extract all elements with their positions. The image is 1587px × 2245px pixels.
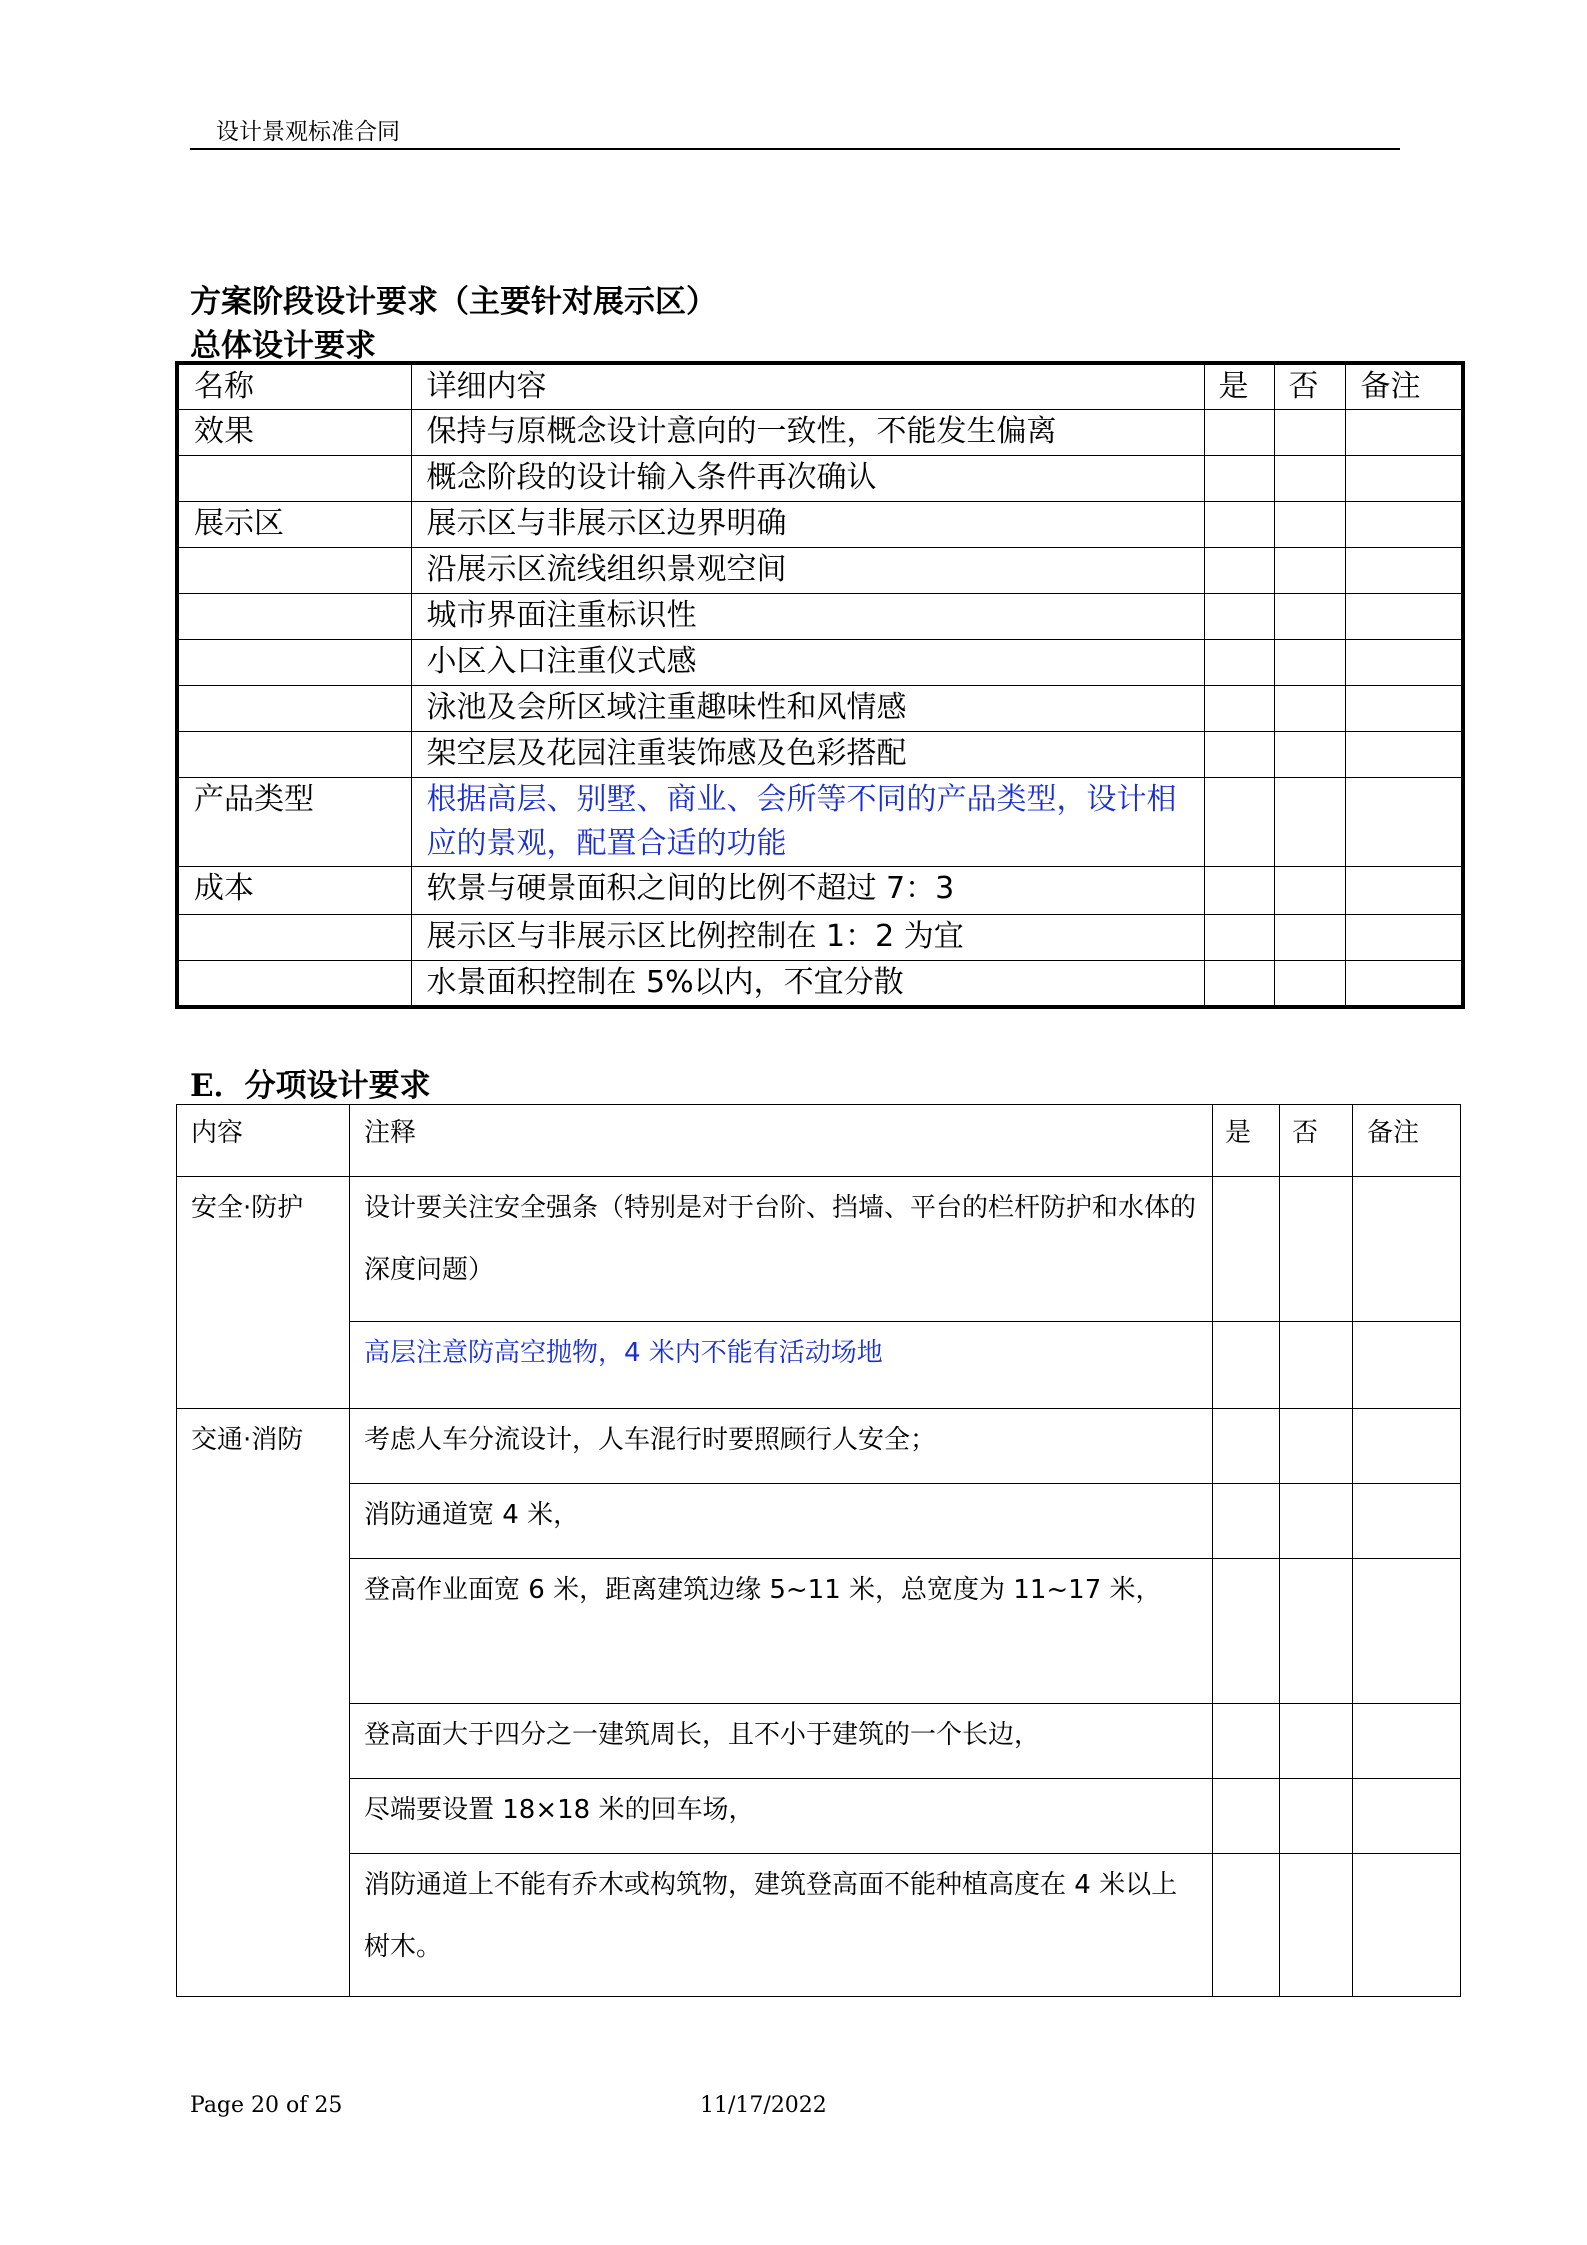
yes-cell[interactable] xyxy=(1213,1704,1280,1779)
remark-cell[interactable] xyxy=(1353,1779,1461,1854)
row-note: 尽端要设置 18×18 米的回车场， xyxy=(350,1779,1213,1854)
group-name: 交通·消防 xyxy=(177,1409,350,1997)
remark-cell[interactable] xyxy=(1345,961,1463,1008)
table-row xyxy=(177,1559,1461,1704)
remark-cell[interactable] xyxy=(1353,1559,1461,1704)
yes-cell[interactable] xyxy=(1213,1409,1280,1484)
table-row xyxy=(177,1779,1461,1854)
table-row xyxy=(177,961,1463,1008)
header-divider xyxy=(190,148,1400,150)
section1-heading: 方案阶段设计要求（主要针对展示区） xyxy=(190,284,717,320)
overall-requirements-table xyxy=(175,361,1465,1009)
no-cell[interactable] xyxy=(1274,548,1345,594)
no-cell[interactable] xyxy=(1280,1559,1353,1704)
remark-cell[interactable] xyxy=(1353,1322,1461,1409)
row-name xyxy=(177,686,411,732)
no-cell[interactable] xyxy=(1274,778,1345,867)
yes-cell[interactable] xyxy=(1204,686,1274,732)
row-content: 展示区与非展示区边界明确 xyxy=(411,502,1204,548)
yes-cell[interactable] xyxy=(1204,915,1274,961)
remark-cell[interactable] xyxy=(1345,640,1463,686)
no-cell[interactable] xyxy=(1280,1409,1353,1484)
row-note: 考虑人车分流设计，人车混行时要照顾行人安全； xyxy=(350,1409,1213,1484)
column-header-detail: 详细内容 xyxy=(411,363,1204,410)
row-name xyxy=(177,915,411,961)
no-cell[interactable] xyxy=(1274,867,1345,915)
row-name xyxy=(177,640,411,686)
no-cell[interactable] xyxy=(1280,1484,1353,1559)
no-cell[interactable] xyxy=(1280,1854,1353,1997)
footer-page-number: Page 20 of 25 xyxy=(190,2093,343,2118)
no-cell[interactable] xyxy=(1274,594,1345,640)
remark-cell[interactable] xyxy=(1353,1854,1461,1997)
row-name xyxy=(177,456,411,502)
table-header-row xyxy=(177,363,1463,410)
footer-date: 11/17/2022 xyxy=(700,2093,827,2118)
row-name xyxy=(177,548,411,594)
yes-cell[interactable] xyxy=(1213,1177,1280,1322)
column-header-yes: 是 xyxy=(1204,363,1274,410)
table-row xyxy=(177,867,1463,915)
row-note: 登高面大于四分之一建筑周长，且不小于建筑的一个长边， xyxy=(350,1704,1213,1779)
no-cell[interactable] xyxy=(1274,732,1345,778)
row-name: 成本 xyxy=(177,867,411,915)
column-header-content: 内容 xyxy=(177,1105,350,1177)
row-name xyxy=(177,732,411,778)
remark-cell[interactable] xyxy=(1345,502,1463,548)
remark-cell[interactable] xyxy=(1345,594,1463,640)
yes-cell[interactable] xyxy=(1213,1779,1280,1854)
column-header-name: 名称 xyxy=(177,363,411,410)
yes-cell[interactable] xyxy=(1204,456,1274,502)
remark-cell[interactable] xyxy=(1353,1484,1461,1559)
no-cell[interactable] xyxy=(1280,1322,1353,1409)
table-row xyxy=(177,778,1463,867)
column-header-remark: 备注 xyxy=(1345,363,1463,410)
row-content: 软景与硬景面积之间的比例不超过 7：3 xyxy=(411,867,1204,915)
row-name xyxy=(177,961,411,1008)
row-name: 效果 xyxy=(177,410,411,456)
section2-heading: E．分项设计要求 xyxy=(190,1068,431,1104)
row-content: 城市界面注重标识性 xyxy=(411,594,1204,640)
row-note: 设计要关注安全强条（特别是对于台阶、挡墙、平台的栏杆防护和水体的深度问题） xyxy=(350,1177,1213,1322)
no-cell[interactable] xyxy=(1280,1704,1353,1779)
remark-cell[interactable] xyxy=(1345,867,1463,915)
column-header-remark: 备注 xyxy=(1353,1105,1461,1177)
yes-cell[interactable] xyxy=(1204,410,1274,456)
column-header-note: 注释 xyxy=(350,1105,1213,1177)
remark-cell[interactable] xyxy=(1353,1704,1461,1779)
no-cell[interactable] xyxy=(1280,1779,1353,1854)
yes-cell[interactable] xyxy=(1204,594,1274,640)
yes-cell[interactable] xyxy=(1213,1559,1280,1704)
yes-cell[interactable] xyxy=(1204,502,1274,548)
table-row xyxy=(177,1177,1461,1322)
row-note: 高层注意防高空抛物，4 米内不能有活动场地 xyxy=(350,1322,1213,1409)
table-row xyxy=(177,732,1463,778)
row-name: 展示区 xyxy=(177,502,411,548)
table-row xyxy=(177,1704,1461,1779)
no-cell[interactable] xyxy=(1274,410,1345,456)
no-cell[interactable] xyxy=(1274,502,1345,548)
no-cell[interactable] xyxy=(1274,961,1345,1008)
yes-cell[interactable] xyxy=(1204,867,1274,915)
yes-cell[interactable] xyxy=(1213,1484,1280,1559)
remark-cell[interactable] xyxy=(1353,1177,1461,1322)
no-cell[interactable] xyxy=(1274,915,1345,961)
yes-cell[interactable] xyxy=(1204,640,1274,686)
table-row xyxy=(177,915,1463,961)
row-content: 泳池及会所区域注重趣味性和风情感 xyxy=(411,686,1204,732)
row-name: 产品类型 xyxy=(177,778,411,867)
table-row xyxy=(177,502,1463,548)
table-row xyxy=(177,1854,1461,1997)
remark-cell[interactable] xyxy=(1345,686,1463,732)
yes-cell[interactable] xyxy=(1213,1854,1280,1997)
document-header-title: 设计景观标准合同 xyxy=(216,119,400,145)
no-cell[interactable] xyxy=(1274,686,1345,732)
table-row xyxy=(177,456,1463,502)
row-content: 保持与原概念设计意向的一致性，不能发生偏离 xyxy=(411,410,1204,456)
remark-cell[interactable] xyxy=(1345,456,1463,502)
remark-cell[interactable] xyxy=(1345,548,1463,594)
yes-cell[interactable] xyxy=(1204,961,1274,1008)
no-cell[interactable] xyxy=(1274,456,1345,502)
group-name: 安全·防护 xyxy=(177,1177,350,1409)
table-row xyxy=(177,1409,1461,1484)
table-row xyxy=(177,410,1463,456)
column-header-no: 否 xyxy=(1280,1105,1353,1177)
table-row xyxy=(177,1484,1461,1559)
column-header-no: 否 xyxy=(1274,363,1345,410)
row-content: 沿展示区流线组织景观空间 xyxy=(411,548,1204,594)
row-content: 展示区与非展示区比例控制在 1：2 为宜 xyxy=(411,915,1204,961)
itemized-requirements-table xyxy=(176,1104,1461,1997)
row-content: 小区入口注重仪式感 xyxy=(411,640,1204,686)
section1-subheading: 总体设计要求 xyxy=(190,328,376,364)
row-note: 消防通道宽 4 米， xyxy=(350,1484,1213,1559)
row-note: 消防通道上不能有乔木或构筑物，建筑登高面不能种植高度在 4 米以上树木。 xyxy=(350,1854,1213,1997)
remark-cell[interactable] xyxy=(1353,1409,1461,1484)
table-row xyxy=(177,640,1463,686)
remark-cell[interactable] xyxy=(1345,732,1463,778)
no-cell[interactable] xyxy=(1274,640,1345,686)
table-row xyxy=(177,686,1463,732)
yes-cell[interactable] xyxy=(1204,778,1274,867)
remark-cell[interactable] xyxy=(1345,778,1463,867)
remark-cell[interactable] xyxy=(1345,915,1463,961)
table-header-row xyxy=(177,1105,1461,1177)
table-row xyxy=(177,548,1463,594)
no-cell[interactable] xyxy=(1280,1177,1353,1322)
yes-cell[interactable] xyxy=(1204,548,1274,594)
remark-cell[interactable] xyxy=(1345,410,1463,456)
row-content: 根据高层、别墅、商业、会所等不同的产品类型，设计相应的景观，配置合适的功能 xyxy=(411,778,1204,867)
row-content: 概念阶段的设计输入条件再次确认 xyxy=(411,456,1204,502)
yes-cell[interactable] xyxy=(1213,1322,1280,1409)
yes-cell[interactable] xyxy=(1204,732,1274,778)
row-note: 登高作业面宽 6 米，距离建筑边缘 5~11 米，总宽度为 11~17 米， xyxy=(350,1559,1213,1704)
row-content: 水景面积控制在 5%以内，不宜分散 xyxy=(411,961,1204,1008)
row-content: 架空层及花园注重装饰感及色彩搭配 xyxy=(411,732,1204,778)
column-header-yes: 是 xyxy=(1213,1105,1280,1177)
table-row xyxy=(177,594,1463,640)
row-name xyxy=(177,594,411,640)
table-row xyxy=(177,1322,1461,1409)
